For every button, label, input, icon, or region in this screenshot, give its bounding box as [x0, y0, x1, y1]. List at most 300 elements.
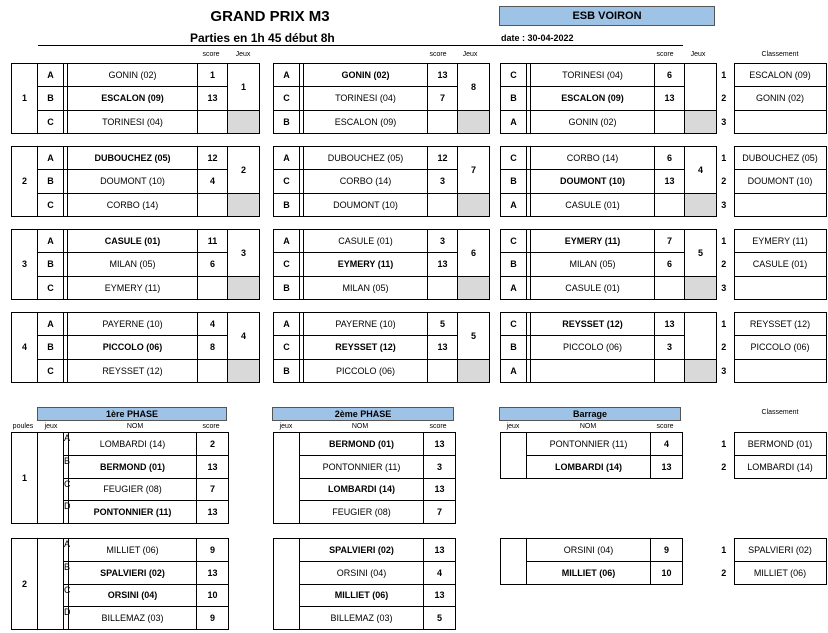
score-cell[interactable]: 1	[198, 64, 228, 87]
table-row	[501, 147, 717, 170]
table-row	[12, 147, 260, 170]
table-row	[12, 253, 260, 276]
score-cell[interactable]: 13	[197, 455, 229, 478]
score-header: score	[656, 423, 674, 430]
group-2-phase1-table	[11, 538, 229, 630]
player-name: ESCALON (09)	[304, 110, 428, 133]
player-name: PICCOLO (06)	[304, 359, 428, 382]
table-row	[12, 193, 260, 216]
table-row	[501, 539, 683, 562]
classement-name	[734, 276, 826, 299]
player-name: CORBO (14)	[531, 147, 655, 170]
player-name: ORSINI (04)	[300, 561, 424, 584]
score-cell[interactable]: 13	[424, 433, 456, 456]
table-row	[274, 253, 490, 276]
score-cell[interactable]: 13	[655, 87, 685, 110]
player-name: ORSINI (04)	[69, 584, 197, 607]
position-letter: A	[501, 193, 527, 216]
score-cell[interactable]: 2	[197, 433, 229, 456]
score-cell[interactable]	[428, 276, 458, 299]
score-cell[interactable]: 6	[198, 253, 228, 276]
position-letter: A	[501, 359, 527, 382]
position-letter: B	[274, 276, 300, 299]
score-header: score	[429, 51, 447, 58]
position-letter: A	[64, 539, 69, 562]
jeux-header: Jeux	[462, 51, 478, 58]
club-banner: ESB VOIRON	[499, 6, 715, 26]
table-row	[714, 64, 826, 87]
score-cell[interactable]: 6	[655, 147, 685, 170]
classement-header: Classement	[761, 51, 799, 58]
jeux-cell: 8	[458, 64, 490, 111]
jeux-cell: 1	[228, 64, 260, 111]
position-letter: C	[501, 147, 527, 170]
player-name: ESCALON (09)	[68, 87, 198, 110]
table-row	[274, 313, 490, 336]
player-name: BERMOND (01)	[69, 455, 197, 478]
poule-number: 1	[12, 64, 38, 134]
jeux-cell	[274, 433, 300, 524]
classement-name: BERMOND (01)	[734, 433, 826, 456]
score-cell[interactable]: 4	[198, 170, 228, 193]
poule-1-r2-table	[273, 63, 490, 134]
position-letter: A	[38, 147, 64, 170]
bye-cell	[458, 110, 490, 133]
score-cell[interactable]: 3	[655, 336, 685, 359]
position-letter: A	[274, 64, 300, 87]
position-letter: A	[274, 230, 300, 253]
position-letter: B	[64, 561, 69, 584]
player-name: GONIN (02)	[68, 64, 198, 87]
position-letter: B	[64, 455, 69, 478]
table-row	[274, 359, 490, 382]
jeux-cell	[685, 64, 717, 111]
group-1-phase2-table	[273, 432, 456, 524]
classement-name: DUBOUCHEZ (05)	[734, 147, 826, 170]
poule-3-r3-table	[500, 229, 717, 300]
table-row	[501, 64, 717, 87]
table-row	[501, 276, 717, 299]
table-row	[274, 230, 490, 253]
player-name: MILAN (05)	[68, 253, 198, 276]
position-letter: C	[38, 359, 64, 382]
score-cell[interactable]	[655, 193, 685, 216]
table-row	[714, 359, 826, 382]
player-name: FEUGIER (08)	[69, 478, 197, 501]
player-name: REYSSET (12)	[304, 336, 428, 359]
position-letter: D	[64, 501, 69, 524]
player-name: PICCOLO (06)	[531, 336, 655, 359]
table-row	[274, 276, 490, 299]
player-name: EYMERY (11)	[531, 230, 655, 253]
rank-number: 2	[721, 461, 727, 472]
jeux-small-header: jeux	[506, 423, 520, 430]
table-row	[714, 193, 826, 216]
jeux-cell: 5	[685, 230, 717, 277]
position-letter: C	[274, 253, 300, 276]
jeux-cell: 4	[228, 313, 260, 360]
rank-number: 2	[721, 567, 727, 578]
bye-cell	[458, 276, 490, 299]
table-row	[12, 64, 260, 87]
table-row	[714, 230, 826, 253]
position-letter: C	[64, 478, 69, 501]
jeux-cell: 2	[228, 147, 260, 194]
score-cell[interactable]: 6	[655, 253, 685, 276]
table-row	[274, 193, 490, 216]
header-rule	[38, 45, 683, 46]
date-label: date : 30-04-2022	[501, 33, 574, 43]
position-letter: B	[501, 336, 527, 359]
poule-2-r3-table	[500, 146, 717, 217]
table-row	[274, 455, 456, 478]
poule-4-round1-table	[11, 312, 260, 383]
score-cell[interactable]	[428, 193, 458, 216]
table-row	[274, 110, 490, 133]
score-cell[interactable]: 10	[651, 561, 683, 584]
position-letter: C	[501, 313, 527, 336]
nom-header: NOM	[579, 423, 597, 430]
table-row	[714, 147, 826, 170]
position-letter: B	[501, 170, 527, 193]
player-name: CASULE (01)	[68, 230, 198, 253]
group-1-classement-table	[714, 432, 827, 479]
score-cell[interactable]	[655, 110, 685, 133]
poule-4-r3-table	[500, 312, 717, 383]
jeux-cell: 6	[458, 230, 490, 277]
table-row	[501, 561, 683, 584]
position-letter: C	[38, 110, 64, 133]
bye-cell	[228, 193, 260, 216]
classement-name: GONIN (02)	[734, 87, 826, 110]
nom-header: NOM	[126, 423, 144, 430]
score-cell[interactable]: 3	[428, 170, 458, 193]
player-name: EYMERY (11)	[68, 276, 198, 299]
score-cell[interactable]: 3	[424, 455, 456, 478]
table-row	[501, 193, 717, 216]
score-cell[interactable]: 13	[655, 313, 685, 336]
table-row	[274, 433, 456, 456]
score-header: score	[429, 423, 447, 430]
poule-number: 4	[12, 313, 38, 383]
poule-1-r3-table	[500, 63, 717, 134]
classement-name: EYMERY (11)	[734, 230, 826, 253]
jeux-cell	[38, 433, 64, 524]
bye-cell	[228, 359, 260, 382]
jeux-cell: 5	[458, 313, 490, 360]
classement-name: PICCOLO (06)	[734, 336, 826, 359]
table-row	[274, 561, 456, 584]
player-name: BILLEMAZ (03)	[300, 607, 424, 630]
rank-number: 1	[721, 70, 727, 81]
group-1-barrage-table	[500, 432, 683, 479]
player-name: MILLIET (06)	[527, 561, 651, 584]
position-letter: B	[38, 87, 64, 110]
position-letter: C	[38, 193, 64, 216]
table-row	[501, 230, 717, 253]
score-cell[interactable]: 3	[428, 230, 458, 253]
score-cell[interactable]: 13	[651, 455, 683, 478]
table-row	[274, 147, 490, 170]
score-cell[interactable]	[655, 359, 685, 382]
group-2-phase2-table	[273, 538, 456, 630]
table-row	[12, 433, 229, 456]
rank-number: 2	[721, 342, 727, 353]
player-name: TORINESI (04)	[304, 87, 428, 110]
bye-cell	[228, 110, 260, 133]
rank-number: 3	[721, 199, 727, 210]
score-cell[interactable]: 13	[424, 539, 456, 562]
rank-number: 1	[721, 236, 727, 247]
poule-4-r2-table	[273, 312, 490, 383]
page-subtitle: Parties en 1h 45 début 8h	[190, 31, 335, 45]
score-cell[interactable]	[198, 359, 228, 382]
player-name: MILLIET (06)	[69, 539, 197, 562]
player-name: PONTONNIER (11)	[527, 433, 651, 456]
score-header: score	[202, 423, 220, 430]
score-cell[interactable]	[428, 359, 458, 382]
score-cell[interactable]	[655, 276, 685, 299]
group-number: 1	[12, 433, 38, 524]
table-row	[12, 87, 260, 110]
score-cell[interactable]: 11	[198, 230, 228, 253]
position-letter: B	[38, 170, 64, 193]
score-cell[interactable]: 13	[197, 501, 229, 524]
position-letter: C	[274, 87, 300, 110]
player-name: DUBOUCHEZ (05)	[304, 147, 428, 170]
position-letter: A	[274, 313, 300, 336]
score-cell[interactable]: 4	[651, 433, 683, 456]
rank-number: 2	[721, 93, 727, 104]
jeux-cell	[38, 539, 64, 630]
player-name: PONTONNIER (11)	[69, 501, 197, 524]
position-letter: B	[274, 193, 300, 216]
score-cell[interactable]: 12	[428, 147, 458, 170]
table-row	[274, 584, 456, 607]
table-row	[501, 87, 717, 110]
player-name: GONIN (02)	[304, 64, 428, 87]
poule-3-r2-table	[273, 229, 490, 300]
player-name: DOUMONT (10)	[68, 170, 198, 193]
position-letter: A	[38, 230, 64, 253]
position-letter: A	[38, 313, 64, 336]
table-row	[274, 501, 456, 524]
score-cell[interactable]: 9	[197, 539, 229, 562]
score-cell[interactable]: 7	[428, 87, 458, 110]
table-row	[501, 433, 683, 456]
group-2-classement-table	[714, 538, 827, 585]
player-name: ORSINI (04)	[527, 539, 651, 562]
rank-number: 2	[721, 259, 727, 270]
jeux-cell: 7	[458, 147, 490, 194]
classement-name: ESCALON (09)	[734, 64, 826, 87]
jeux-header: Jeux	[690, 51, 706, 58]
classement-name: REYSSET (12)	[734, 313, 826, 336]
table-row	[12, 336, 260, 359]
score-cell[interactable]: 13	[198, 87, 228, 110]
table-row	[501, 313, 717, 336]
player-name: CORBO (14)	[304, 170, 428, 193]
position-letter: B	[38, 336, 64, 359]
score-cell[interactable]	[198, 276, 228, 299]
jeux-small-header: jeux	[44, 423, 58, 430]
player-name: MILAN (05)	[531, 253, 655, 276]
position-letter: B	[501, 87, 527, 110]
classement-name: DOUMONT (10)	[734, 170, 826, 193]
jeux-header: Jeux	[235, 51, 251, 58]
score-cell[interactable]: 7	[655, 230, 685, 253]
group-1-phase1-table	[11, 432, 229, 524]
player-name: CORBO (14)	[68, 193, 198, 216]
score-cell[interactable]: 9	[197, 607, 229, 630]
score-cell[interactable]: 4	[198, 313, 228, 336]
poule-2-classement-table	[714, 146, 827, 217]
score-cell[interactable]: 13	[428, 64, 458, 87]
jeux-cell: 3	[228, 230, 260, 277]
poule-3-round1-table	[11, 229, 260, 300]
player-name: ESCALON (09)	[531, 87, 655, 110]
table-row	[714, 433, 826, 456]
position-letter: A	[501, 276, 527, 299]
table-row	[714, 455, 826, 478]
rank-number: 3	[721, 116, 727, 127]
poules-header: poules	[12, 423, 34, 430]
table-row	[12, 276, 260, 299]
table-row	[714, 336, 826, 359]
score-cell[interactable]: 13	[655, 170, 685, 193]
jeux-cell	[685, 313, 717, 360]
position-letter: C	[64, 584, 69, 607]
table-row	[12, 170, 260, 193]
rank-number: 1	[721, 153, 727, 164]
table-row	[501, 253, 717, 276]
score-cell[interactable]: 12	[198, 147, 228, 170]
score-cell[interactable]: 9	[651, 539, 683, 562]
player-name: PAYERNE (10)	[304, 313, 428, 336]
table-row	[714, 87, 826, 110]
score-cell[interactable]	[198, 193, 228, 216]
player-name: EYMERY (11)	[304, 253, 428, 276]
player-name: MILLIET (06)	[300, 584, 424, 607]
phase1-title: 1ère PHASE	[37, 407, 227, 421]
page-title: GRAND PRIX M3	[210, 8, 330, 25]
score-cell[interactable]: 5	[424, 607, 456, 630]
player-name: PICCOLO (06)	[68, 336, 198, 359]
score-cell[interactable]: 7	[424, 501, 456, 524]
position-letter: B	[274, 110, 300, 133]
rank-number: 1	[721, 438, 727, 449]
player-name: DOUMONT (10)	[304, 193, 428, 216]
table-row	[274, 539, 456, 562]
table-row	[501, 170, 717, 193]
table-row	[501, 455, 683, 478]
score-cell[interactable]: 10	[197, 584, 229, 607]
classement-name	[734, 359, 826, 382]
classement-name: SPALVIERI (02)	[734, 539, 826, 562]
score-cell[interactable]: 13	[428, 253, 458, 276]
barrage-title: Barrage	[499, 407, 681, 421]
table-row	[274, 478, 456, 501]
table-row	[501, 359, 717, 382]
position-letter: C	[501, 230, 527, 253]
position-letter: A	[64, 433, 69, 456]
player-name: BERMOND (01)	[300, 433, 424, 456]
table-row	[274, 607, 456, 630]
position-letter: A	[501, 110, 527, 133]
position-letter: C	[274, 336, 300, 359]
score-cell[interactable]: 7	[197, 478, 229, 501]
player-name: REYSSET (12)	[531, 313, 655, 336]
position-letter: C	[501, 64, 527, 87]
table-row	[274, 170, 490, 193]
score-cell[interactable]	[428, 110, 458, 133]
score-header: score	[656, 51, 674, 58]
table-row	[714, 276, 826, 299]
classement-name: MILLIET (06)	[734, 561, 826, 584]
player-name: SPALVIERI (02)	[69, 561, 197, 584]
poule-1-round1-table	[11, 63, 260, 134]
score-cell[interactable]	[198, 110, 228, 133]
score-cell[interactable]: 13	[428, 336, 458, 359]
score-cell[interactable]: 6	[655, 64, 685, 87]
table-row	[274, 87, 490, 110]
table-row	[714, 561, 826, 584]
score-cell[interactable]: 13	[424, 584, 456, 607]
table-row	[274, 336, 490, 359]
table-row	[714, 539, 826, 562]
classement-name	[734, 110, 826, 133]
score-cell[interactable]: 4	[424, 561, 456, 584]
position-letter: C	[38, 276, 64, 299]
position-letter: B	[501, 253, 527, 276]
table-row	[714, 170, 826, 193]
rank-number: 1	[721, 319, 727, 330]
phase2-title: 2ème PHASE	[272, 407, 454, 421]
score-cell[interactable]: 8	[198, 336, 228, 359]
player-name: SPALVIERI (02)	[300, 539, 424, 562]
table-row	[714, 110, 826, 133]
score-cell[interactable]: 13	[424, 478, 456, 501]
player-name: FEUGIER (08)	[300, 501, 424, 524]
table-row	[501, 336, 717, 359]
jeux-small-header: jeux	[279, 423, 293, 430]
player-name: GONIN (02)	[531, 110, 655, 133]
group-2-barrage-table	[500, 538, 683, 585]
position-letter: B	[38, 253, 64, 276]
poule-3-classement-table	[714, 229, 827, 300]
player-name: PONTONNIER (11)	[300, 455, 424, 478]
player-name: REYSSET (12)	[68, 359, 198, 382]
player-name: PAYERNE (10)	[68, 313, 198, 336]
classement-name: LOMBARDI (14)	[734, 455, 826, 478]
player-name: DOUMONT (10)	[531, 170, 655, 193]
player-name: CASULE (01)	[531, 193, 655, 216]
group-number: 2	[12, 539, 38, 630]
poule-number: 3	[12, 230, 38, 300]
poule-2-r2-table	[273, 146, 490, 217]
jeux-cell	[274, 539, 300, 630]
table-row	[12, 359, 260, 382]
classement-name	[734, 193, 826, 216]
player-name	[531, 359, 655, 382]
score-cell[interactable]: 13	[197, 561, 229, 584]
table-row	[12, 230, 260, 253]
bye-cell	[228, 276, 260, 299]
bye-cell	[685, 110, 717, 133]
player-name: TORINESI (04)	[68, 110, 198, 133]
score-cell[interactable]: 5	[428, 313, 458, 336]
phase-classement-header: Classement	[761, 409, 799, 416]
